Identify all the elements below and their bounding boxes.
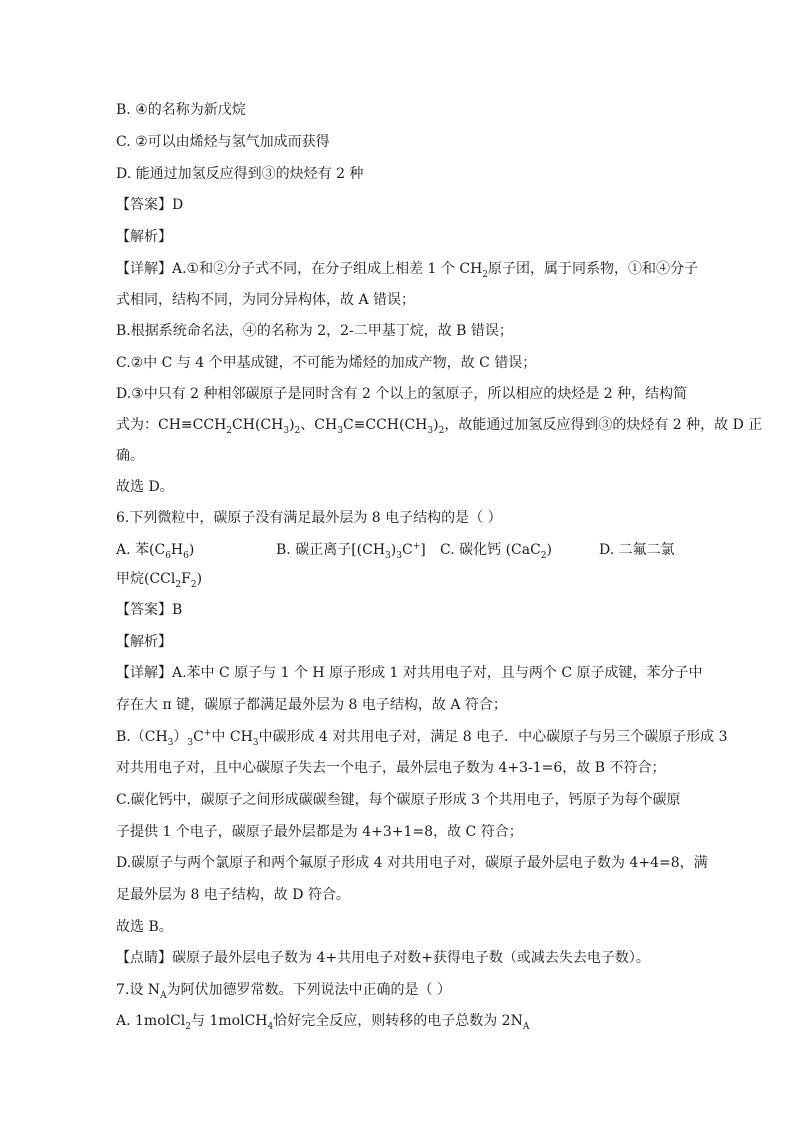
detail-q6-line4: 对共用电子对，且中心碳原子失去一个电子，最外层电子数为 4+3-1=6，故 B 不符合；	[116, 760, 666, 776]
subscript: 3	[187, 737, 194, 748]
subscript: 2	[190, 579, 197, 590]
q6-option-b-end: C	[401, 542, 413, 558]
q6-option-d-cont-text: 甲烷(CCl	[116, 571, 176, 587]
answer-q6: 【答案】B	[116, 602, 183, 618]
subscript: A	[160, 990, 167, 1001]
subscript: A	[522, 1021, 530, 1032]
q7-option-a-c: 恰好完全反应，则转移的电子总数为 2N	[273, 1013, 523, 1029]
detail-q6-line3-a: B.（CH	[116, 729, 168, 745]
detail-q6-line6: 子提供 1 个电子，碳原子最外层都是为 4+3+1=8，故 C 符合；	[116, 824, 523, 840]
answer-q5: 【答案】D	[116, 197, 184, 213]
subscript: 2	[175, 579, 182, 590]
q6-option-d-cont	[116, 569, 202, 589]
q6-option-c-end: )	[546, 542, 552, 558]
detail-q5-line7: 确。	[116, 448, 144, 464]
subscript: 3	[252, 737, 259, 748]
detail-q6-line3-b: ）	[173, 729, 188, 745]
q6-option-a-mid: H	[170, 542, 184, 558]
subscript: 2	[185, 1021, 192, 1032]
q6-option-d-cont-end: )	[196, 571, 203, 587]
detail-q5-line2: 式相同，结构不同，为同分异构体，故 A 错误；	[116, 292, 416, 308]
subscript: 2	[482, 269, 489, 280]
detail-q6-line8: 足最外层为 8 电子结构，故 D 符合。	[116, 887, 350, 903]
option-d-q5: D. 能通过加氢反应得到③的炔烃有 2 种	[116, 166, 364, 182]
q7-option-a	[116, 1011, 529, 1031]
tip-q6: 【点睛】碳原子最外层电子数为 4+共用电子对数+获得电子数（或减去失去电子数）。	[116, 950, 650, 966]
q7-option-a-a: A. 1molCl	[116, 1013, 186, 1029]
subscript: 4	[267, 1021, 274, 1032]
question-6: 6.下列微粒中，碳原子没有满足最外层为 8 电子结构的是（ ）	[116, 510, 502, 526]
detail-q5-line5: D.③中只有 2 种相邻碳原子是同时含有 2 个以上的氢原子，所以相应的炔烃是 2 种，结构简	[116, 386, 688, 402]
subscript: 3	[396, 550, 402, 561]
subscript: 2	[294, 425, 301, 436]
question-7-a: 7.设 N	[116, 982, 161, 998]
q6-option-d-cont-mid: F	[181, 571, 191, 587]
analysis-label-q6: 【解析】	[116, 634, 172, 650]
option-b-q5: B. ④的名称为新戊烷	[116, 102, 246, 118]
formula-part: )	[289, 417, 295, 433]
option-c-q5: C. ②可以由烯烃与氢气加成而获得	[116, 134, 330, 150]
formula-part: )	[433, 417, 439, 433]
formula-part: 式为：CH≡CCH	[116, 417, 227, 433]
detail-q6-line5: C.碳化钙中，碳原子之间形成碳碳叁键，每个碳原子形成 3 个共用电子，钙原子为每个碳原	[116, 792, 681, 808]
q6-option-a-end: )	[188, 542, 195, 558]
formula-part: C≡CCH(CH	[342, 417, 428, 433]
superscript: +	[412, 541, 421, 552]
detail-q5-line1-text: 【详解】A.①和②分子式不同，在分子组成上相差 1 个 CH	[116, 261, 483, 277]
question-7	[116, 980, 451, 1000]
detail-q5-line3: B.根据系统命名法，④的名称为 2，2-二甲基丁烷，故 B 错误；	[116, 323, 513, 339]
q6-option-b	[276, 540, 426, 560]
subscript: 2	[540, 550, 547, 561]
subscript: 6	[183, 550, 189, 561]
q6-option-a-text: A. 苯(C	[116, 542, 166, 558]
subscript: 3	[385, 550, 391, 561]
q6-option-c-text: C. 碳化钙 (CaC	[440, 542, 541, 558]
subscript: 2	[438, 425, 445, 436]
detail-q5-line1	[116, 259, 698, 279]
q6-option-a	[116, 540, 194, 560]
analysis-label-q5: 【解析】	[116, 229, 172, 245]
q7-option-a-b: 与 1molCH	[191, 1013, 268, 1029]
detail-q6-line1: 【详解】A.苯中 C 原子与 1 个 H 原子形成 1 对共用电子对，且与两个 C 原子成键，苯分子中	[116, 665, 703, 681]
question-7-b: 为阿伏加德罗常数。下列说法中正确的是（ ）	[166, 982, 452, 998]
q6-option-b-text: B. 碳正离子[(CH	[276, 542, 386, 558]
detail-q6-line2: 存在大 π 键，碳原子都满足最外层为 8 电子结构，故 A 符合；	[116, 697, 507, 713]
q6-option-b-mid: )	[390, 542, 397, 558]
subscript: 2	[226, 425, 233, 436]
q6-option-b-close: ]	[420, 542, 426, 558]
formula-part: 、CH	[300, 417, 338, 433]
subscript: 3	[167, 737, 174, 748]
subscript: 3	[283, 425, 290, 436]
q6-option-c	[440, 540, 552, 560]
subscript: 3	[337, 425, 343, 436]
conclusion-q5: 故选 D。	[116, 479, 174, 495]
detail-q5-line4: C.②中 C 与 4 个甲基成键，不可能为烯烃的加成产物，故 C 错误；	[116, 355, 537, 371]
q6-option-d: D. 二氟二氯	[599, 542, 675, 558]
superscript: +	[203, 728, 212, 739]
detail-q6-line3-c: C	[193, 729, 204, 745]
subscript: 6	[165, 550, 171, 561]
formula-part: CH(CH	[232, 417, 284, 433]
detail-q5-line1-tail: 原子团，属于同系物，①和④分子	[488, 261, 699, 277]
detail-q6-line7: D.碳原子与两个氯原子和两个氟原子形成 4 对共用电子对，碳原子最外层电子数为 4+4=8，满	[116, 855, 708, 871]
detail-q5-line6	[116, 415, 762, 435]
conclusion-q6: 故选 B。	[116, 919, 173, 935]
detail-q6-line3	[116, 727, 728, 747]
detail-q6-line3-d: 中 CH	[211, 729, 253, 745]
formula-part: ，故能通过加氢反应得到③的炔烃有 2 种，故 D 正	[444, 417, 763, 433]
detail-q6-line3-e: 中碳形成 4 对共用电子对，满足 8 电子．中心碳原子与另三个碳原子形成 3	[258, 729, 728, 745]
subscript: 3	[427, 425, 434, 436]
